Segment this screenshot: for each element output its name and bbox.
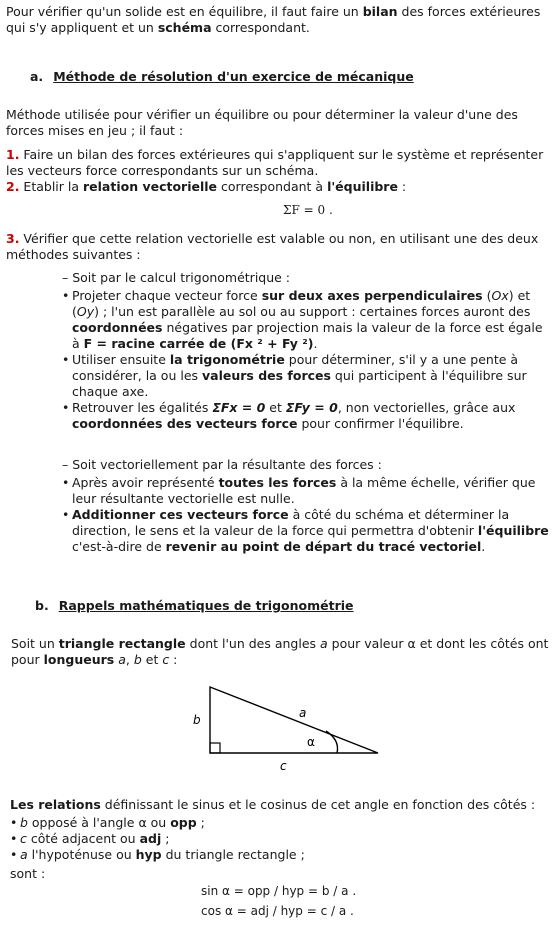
- sine-equation: sin α = opp / hyp = b / a .: [201, 884, 357, 898]
- section-a-number: a.: [30, 69, 44, 84]
- list-item: • a l'hypoténuse ou hyp du triangle rectangle ;: [10, 847, 550, 863]
- step-3: 3. Vérifier que cette relation vectorielle est valable ou non, en utilisant une des deux méthodes suivantes :: [6, 231, 539, 262]
- section-b-intro: Soit un triangle rectangle dont l'un des angles a pour valeur α et dont les côtés ont pour longueurs a, b et c :: [11, 636, 549, 667]
- list-item: • Utiliser ensuite la trigonométrie pour déterminer, s'il y a une pente à considérer, la ou les valeurs des forces qui participent à l'équilibre sur chaque axe.: [62, 352, 554, 400]
- step-2: 2. Etablir la relation vectorielle correspondant à l'équilibre :: [6, 179, 407, 194]
- right-angle-marker: [210, 743, 220, 753]
- intro-paragraph: Pour vérifier qu'un solide est en équilibre, il faut faire un bilan des forces extérieures qui s'y appliquent et un schéma correspondant.: [6, 4, 541, 35]
- section-a-heading: [30, 69, 414, 85]
- list-item: • Après avoir représenté toutes les forces à la même échelle, vérifier que leur résultante vectorielle est nulle.: [62, 475, 554, 507]
- step-1: 1. Faire un bilan des forces extérieures qui s'appliquent sur le système et représenter les vecteurs force correspondants sur un schéma.: [6, 147, 544, 178]
- method-1-list: [62, 288, 554, 432]
- triangle-shape: [210, 687, 378, 753]
- side-b-label: b: [193, 713, 201, 727]
- list-item: • Projeter chaque vecteur force sur deux axes perpendiculaires (Ox) et (Oy) ; l'un est parallèle au sol ou au support : certaines forces auront des coordonnées négatives par projection mais la valeur de la force est égale à F = racine carrée de (Fx ² + Fy ²).: [62, 288, 554, 352]
- method-2-list: [62, 475, 554, 555]
- list-item: • Additionner ces vecteurs force à côté du schéma et déterminer la direction, le sens et la valeur de la force qui permettra d'obtenir l'équilibre c'est-à-dire de revenir au point de départ du tracé vectoriel.: [62, 507, 554, 555]
- equilibrium-formula: ΣF = 0 .: [283, 203, 333, 217]
- side-a-label: a: [299, 706, 307, 720]
- section-a-title: Méthode de résolution d'un exercice de mécanique: [53, 69, 414, 84]
- right-triangle-diagram: [180, 680, 400, 780]
- section-b-heading: [35, 598, 354, 614]
- relations-list: [10, 815, 550, 863]
- angle-alpha-label: α: [307, 735, 315, 749]
- section-a-intro: Méthode utilisée pour vérifier un équilibre ou pour déterminer la valeur d'une des forces mises en jeu ; il faut :: [6, 107, 518, 138]
- sont-label: sont :: [10, 866, 46, 881]
- side-c-label: c: [280, 759, 287, 773]
- list-item: • b opposé à l'angle α ou opp ;: [10, 815, 550, 831]
- list-item: • Retrouver les égalités ΣFx = 0 et ΣFy = 0, non vectorielles, grâce aux coordonnées des vecteurs force pour confirmer l'équilibre.: [62, 400, 554, 432]
- method-1-title: – Soit par le calcul trigonométrique :: [62, 270, 291, 285]
- method-2-title: – Soit vectoriellement par la résultante des forces :: [62, 457, 382, 472]
- list-item: • c côté adjacent ou adj ;: [10, 831, 550, 847]
- section-b-title: Rappels mathématiques de trigonométrie: [58, 598, 354, 613]
- relations-intro: Les relations définissant le sinus et le cosinus de cet angle en fonction des côtés :: [10, 797, 536, 812]
- cosine-equation: cos α = adj / hyp = c / a .: [201, 904, 354, 918]
- section-b-number: b.: [35, 598, 49, 613]
